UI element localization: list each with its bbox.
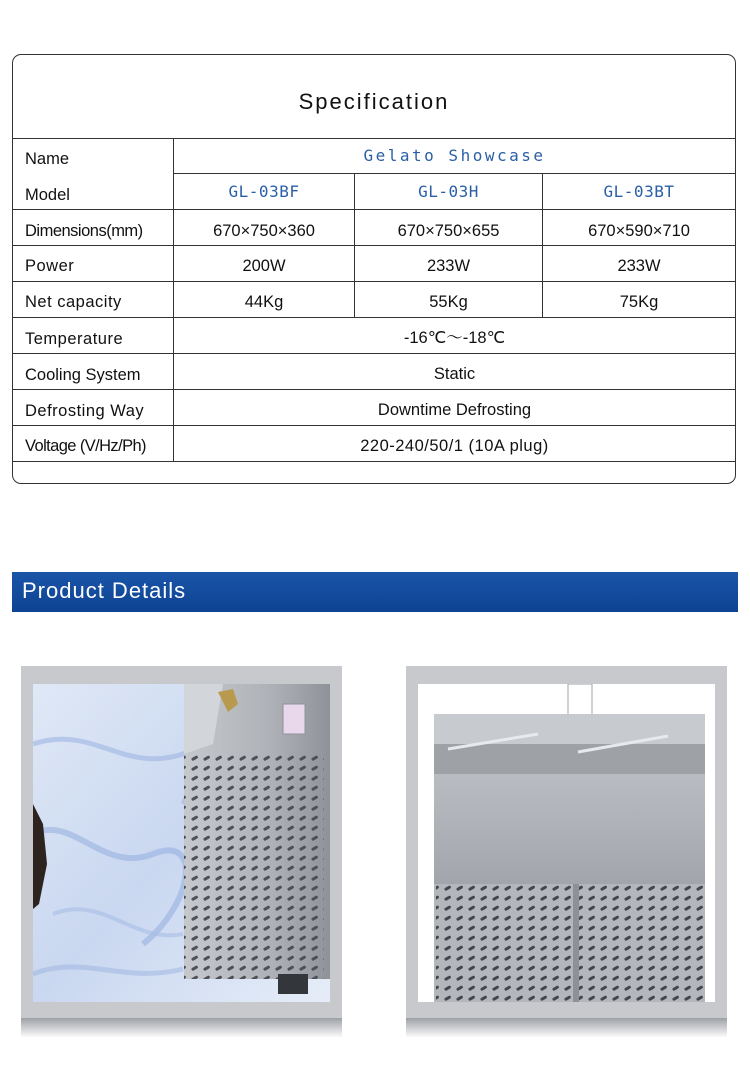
product-details-title: Product Details [22, 578, 187, 603]
row-label-cooling-system: Cooling System [25, 366, 141, 384]
power-2: 233W [426, 257, 471, 275]
product-front-vent-image [418, 684, 715, 1002]
power-1: 200W [242, 257, 286, 275]
defrosting-way-value: Downtime Defrosting [377, 401, 532, 419]
model-1: GL-03BF [228, 182, 300, 201]
product-photo-front [406, 666, 727, 1018]
capacity-3: 75Kg [619, 293, 659, 311]
photo-shadow-2 [406, 1018, 727, 1038]
power-3: 233W [617, 257, 661, 275]
spec-title: Specification [298, 89, 450, 114]
row-label-power: Power [25, 257, 75, 275]
product-photo-side [21, 666, 342, 1018]
dimensions-1: 670×750×360 [213, 222, 315, 240]
temperature-value: -16℃～-18℃ [403, 329, 506, 347]
capacity-2: 55Kg [429, 293, 468, 311]
capacity-1: 44Kg [244, 293, 284, 311]
row-label-temperature: Temperature [25, 330, 124, 348]
row-label-dimensions: Dimensions(mm) [25, 222, 143, 240]
spec-table [12, 54, 736, 484]
row-label-defrosting-way: Defrosting Way [25, 402, 145, 420]
row-label-voltage: Voltage (V/Hz/Ph) [25, 437, 146, 455]
row-label-model: Model [25, 186, 70, 204]
dimensions-3: 670×590×710 [588, 222, 690, 240]
model-3: GL-03BT [603, 182, 675, 201]
cooling-system-value: Static [433, 365, 476, 383]
photo-shadow-1 [21, 1018, 342, 1038]
product-name: Gelato Showcase [363, 146, 546, 165]
voltage-value: 220-240/50/1 (10A plug) [360, 437, 549, 455]
product-details-banner [12, 572, 738, 612]
row-label-name: Name [25, 150, 70, 168]
row-label-net-capacity: Net capacity [25, 293, 122, 311]
model-2: GL-03H [418, 182, 479, 201]
dimensions-2: 670×750×655 [397, 222, 500, 240]
product-side-panel-image [33, 684, 330, 1002]
